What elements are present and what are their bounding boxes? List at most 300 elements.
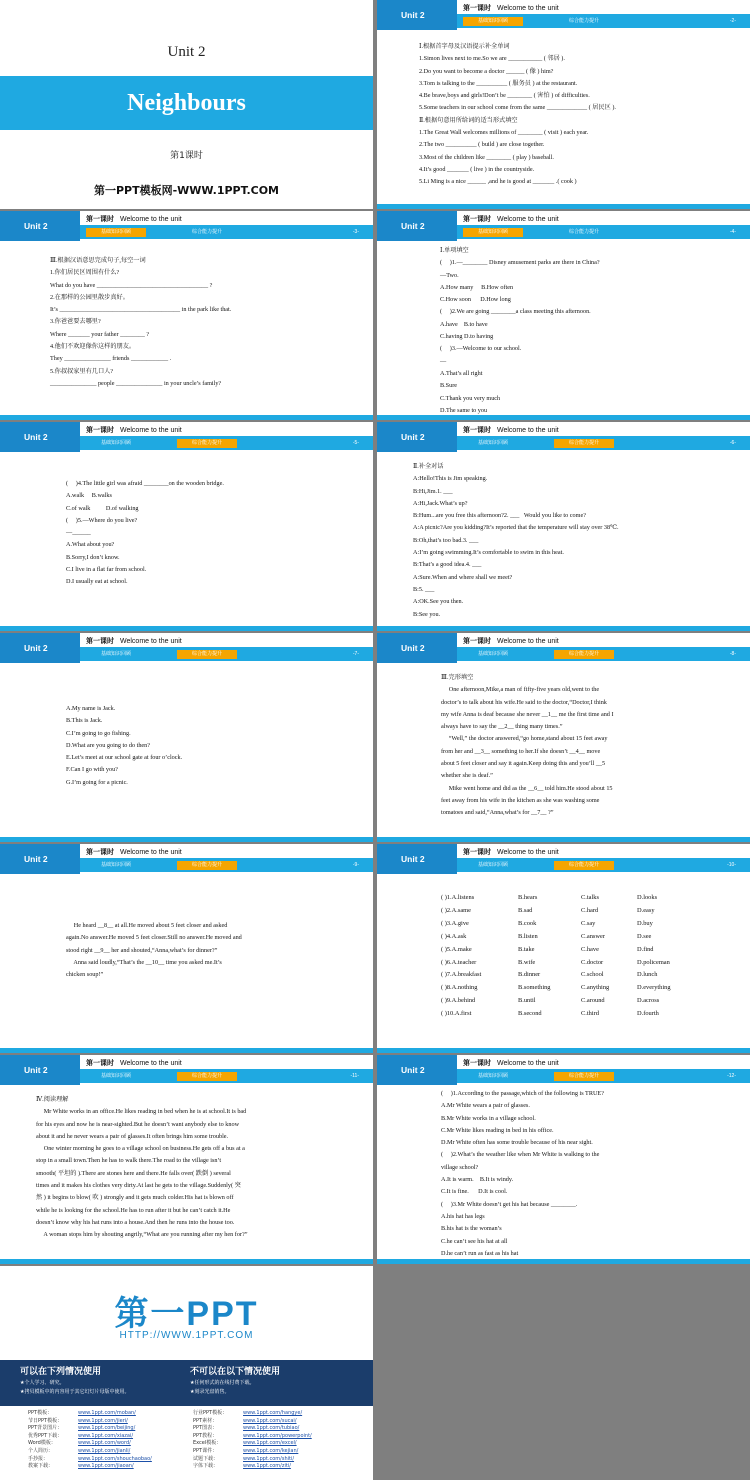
tab-basic[interactable]: 基础知识回顾 (477, 651, 508, 657)
tab-basic[interactable]: 基础知识回顾 (463, 228, 523, 237)
text-line: A.Mr White wears a pair of glasses. (441, 1102, 530, 1110)
text-line: E.Let’s meet at our school gate at four o’clock. (66, 754, 183, 762)
text-line: C.I’m going to go fishing. (66, 729, 131, 737)
text-line: _______________ people _______________ in your uncle’s family? (50, 379, 222, 387)
slide-header (0, 633, 373, 663)
lesson-num: 第一课时 (463, 427, 491, 434)
option-cell: B.second (518, 1010, 542, 1018)
links-right (193, 1410, 312, 1471)
link-label: PPT图表： (193, 1425, 218, 1432)
text-line: doesn’t know why his hat runs into a house.And then he runs into the house too. (36, 1218, 235, 1226)
text-line: 然 ) it begins to blow( 吹 ) strongly and it gets much colder.His hat is blown off (36, 1194, 234, 1202)
tab-basic[interactable]: 基础知识回顾 (100, 651, 131, 657)
option-cell: ( )7.A.breakfast (441, 971, 482, 979)
slide-header (0, 211, 373, 241)
text-line: Ⅱ.根据句意用所给词的适当形式填空 (419, 116, 518, 124)
lesson-label (463, 214, 559, 224)
link-row (28, 1440, 152, 1448)
lesson-title: Welcome to the unit (120, 1060, 182, 1067)
text-line: stood right __9__ her and shouted,“Anna,what’s for dinner?” (66, 946, 218, 954)
lesson-num: 第一课时 (86, 216, 114, 223)
text-line: Ⅳ.阅读理解 (36, 1096, 69, 1103)
lesson-label (463, 847, 559, 857)
link-url[interactable]: www.1ppt.com/powerpoint/ (243, 1432, 312, 1439)
logo-main: 第一PPT (114, 1295, 259, 1333)
tab-compre[interactable]: 综合能力提升 (177, 439, 237, 448)
links-left (28, 1410, 152, 1471)
slide-header (0, 1055, 373, 1085)
option-cell: ( )5.A.make (441, 945, 472, 953)
tab-compre[interactable]: 综合能力提升 (568, 229, 599, 235)
text-line: C.Mr White likes reading in bed in his office. (441, 1126, 554, 1134)
tab-basic[interactable]: 基础知识回顾 (86, 228, 146, 237)
option-cell: B.dinner (518, 971, 541, 979)
page-number: -6- (729, 440, 736, 446)
link-label: 行业PPT模板： (193, 1410, 228, 1416)
text-line: Ⅰ.根据首字母及汉语提示补全单词 (419, 43, 510, 50)
slide-end (0, 1266, 373, 1480)
text-line: They _______________ friends ____________ . (50, 355, 172, 363)
option-cell: ( )9.A.behind (441, 997, 476, 1005)
slide2 (377, 0, 750, 209)
link-url[interactable]: www.1ppt.com/kejian/ (243, 1447, 299, 1454)
slide-body (441, 1088, 604, 1260)
slide9 (0, 844, 373, 1053)
lesson-label (86, 425, 182, 435)
slide-footer-bar (377, 1048, 750, 1053)
page-number: -5- (352, 440, 359, 446)
option-cell: C.third (581, 1010, 599, 1018)
lesson-label (86, 636, 182, 646)
option-cell: D.lunch (637, 971, 658, 979)
text-line: 3.Most of the children like ________ ( play ) baseball. (419, 153, 554, 161)
tab-basic[interactable]: 基础知识回顾 (477, 1073, 508, 1079)
slide7 (0, 633, 373, 842)
text-line: Ⅰ.单项填空 (440, 247, 469, 254)
text-line: smooth( 平坦的 ).There are stones here and there.He falls over( 跌倒 ) several (36, 1169, 231, 1177)
option-cell: C.have (581, 945, 599, 953)
link-url[interactable]: www.1ppt.com/xiazai/ (78, 1432, 134, 1439)
option-cell: ( )3.A.give (441, 919, 469, 927)
tab-compre[interactable]: 综合能力提升 (177, 1072, 237, 1081)
slide-body (441, 672, 614, 820)
text-line: Mr White works in an office.He likes reading in bed when he is at school.It is bad (36, 1108, 247, 1116)
text-line: It’s _______________________________________ in the park like that. (50, 306, 232, 314)
page-number: -12- (727, 1073, 736, 1079)
link-label: 手抄报： (28, 1455, 49, 1462)
lesson-title: Welcome to the unit (497, 427, 559, 434)
link-label: 试题下载： (193, 1455, 219, 1462)
link-row (193, 1463, 312, 1471)
slide-footer-bar (377, 1259, 750, 1264)
slide-header (377, 422, 750, 452)
text-line: A.What about you? (66, 541, 115, 549)
text-line: A woman stops him by shouting angrily,“What are you running after my hen for?” (36, 1231, 248, 1239)
unit-label: Unit 2 (377, 0, 457, 30)
text-line: village school? (441, 1163, 479, 1171)
text-line: 1.你们居民区周围有什么? (50, 269, 120, 277)
link-row (193, 1410, 312, 1418)
slide-header (377, 633, 750, 663)
link-url[interactable]: www.1ppt.com/jieri/ (78, 1417, 128, 1424)
page-number: -8- (729, 651, 736, 657)
tab-compre[interactable]: 综合能力提升 (177, 861, 237, 870)
page-number: -10- (727, 862, 736, 868)
text-line: Where _______ your father ________ ? (50, 330, 150, 338)
tab-basic[interactable]: 基础知识回顾 (463, 17, 523, 26)
text-line: C.It is fine. D.It is cool. (441, 1188, 508, 1196)
link-label: 字体下载： (193, 1463, 219, 1470)
slide8 (377, 633, 750, 842)
text-line: —Two. (440, 271, 459, 279)
link-url[interactable]: www.1ppt.com/shiti/ (243, 1455, 295, 1462)
text-line: 2.The two __________ ( build ) are close together. (419, 141, 545, 149)
lesson-num: 第一课时 (463, 638, 491, 645)
text-line: “Well,” the doctor answered,“go home,stand about 15 feet away (441, 735, 608, 743)
tab-compre[interactable]: 综合能力提升 (568, 18, 599, 24)
lesson-num: 第一课时 (86, 1060, 114, 1067)
text-line: about it and he never wears a pair of glasses.It often brings him some trouble. (36, 1132, 229, 1140)
option-cell: B.cook (518, 919, 537, 927)
link-url[interactable]: www.1ppt.com/word/ (78, 1440, 131, 1447)
tab-compre[interactable]: 综合能力提升 (554, 439, 614, 448)
option-cell: D.find (637, 945, 654, 953)
slide-body (50, 255, 231, 390)
slide-header (377, 1055, 750, 1085)
slide5 (0, 422, 373, 631)
text-line: D.he can’t run as fast as his hat (441, 1249, 519, 1257)
unit-label: Unit 2 (0, 844, 80, 874)
cannot-title: 不可以在以下情况使用 (190, 1367, 281, 1377)
link-url[interactable]: www.1ppt.com/tubiao/ (243, 1425, 300, 1432)
text-line: F.Can I go with you? (66, 766, 118, 774)
option-cell: ( )6.A.teacher (441, 958, 477, 966)
slide-header (0, 844, 373, 874)
text-line: G.I’m going for a picnic. (66, 778, 128, 786)
option-cell: ( )1.A.listens (441, 894, 475, 901)
lesson-label (463, 636, 559, 646)
lesson-title: Welcome to the unit (497, 638, 559, 645)
text-line: 5.Some teachers in our school come from the same _____________ ( 居民区 ). (419, 104, 616, 112)
text-line: 3.你爸爸要去哪里? (50, 318, 101, 326)
text-line: ( )2.What’s the weather like when Mr White is walking to the (441, 1151, 600, 1159)
text-line: about 5 feet closer and say it again.Keep doing this and you’ll __5 (441, 760, 606, 768)
text-line: B:See you. (413, 610, 441, 618)
lesson-title: Welcome to the unit (120, 638, 182, 645)
option-cell: ( )2.A.same (441, 906, 471, 914)
text-line: D.What are you going to do then? (66, 741, 151, 749)
text-line: Mike went home and did as the __6__ told him.He stood about 15 (441, 784, 613, 792)
text-line: tomatoes and said,“Anna,what’s for __7__ ?” (441, 809, 554, 817)
slide11 (0, 1055, 373, 1264)
text-line: stop in a small town.Then he has to walk there.The road to the village isn’t (36, 1157, 222, 1165)
tab-compre[interactable]: 综合能力提升 (554, 650, 614, 659)
text-line: 4.Be brave,boys and girls!Don’t be ________ ( 害怕 ) of difficulties. (419, 92, 590, 100)
text-line: C.I live in a flat far from school. (66, 566, 147, 574)
text-line: A.have B.to have (440, 320, 488, 328)
text-line: ( )5.—Where do you live? (66, 516, 138, 524)
option-cell: D.policeman (637, 958, 670, 966)
option-cell: B.sad (518, 906, 533, 914)
text-line: B.Sure (440, 382, 458, 390)
link-url[interactable]: www.1ppt.com/shouchaobao/ (78, 1455, 152, 1462)
option-cell: C.talks (581, 894, 599, 901)
text-line: A.How many B.How often (440, 283, 514, 291)
slide-body (36, 1094, 247, 1242)
option-cell: D.buy (637, 919, 653, 927)
option-cell: C.school (581, 971, 604, 979)
text-line: 4.It’s good _______ ( live ) in the countryside. (419, 165, 535, 173)
option-cell: D.easy (637, 906, 655, 914)
unit-label: Unit 2 (377, 211, 457, 241)
slide-footer-bar (0, 1048, 373, 1053)
text-line: ( )1.According to the passage,which of the following is TRUE? (441, 1090, 604, 1097)
slide-header (377, 844, 750, 874)
text-line: — (440, 357, 447, 365)
tab-basic[interactable]: 基础知识回顾 (477, 440, 508, 446)
option-cell: D.across (637, 997, 660, 1005)
text-line: —______ (66, 529, 91, 537)
text-line: A:A picnic?Are you kidding?It’s reported that the temperature will stay over 38℃. (413, 524, 619, 532)
text-line: He heard __8__ at all.He moved about 5 feet closer and asked (66, 922, 228, 929)
option-cell: B.listen (518, 932, 538, 940)
slide-footer-bar (377, 204, 750, 209)
link-url[interactable]: www.1ppt.com/beijing/ (78, 1425, 136, 1432)
lesson-num: 第一课时 (86, 638, 114, 645)
text-line: again.No answer.He moved 5 feet closer.Still no answer.He moved and (66, 934, 242, 942)
text-line: ( )3.Mr White doesn’t get his hat because ________. (441, 1200, 578, 1208)
can-title: 可以在下列情况使用 (20, 1367, 102, 1377)
option-cell: ( )8.A.nothing (441, 984, 478, 992)
lesson-num: 第一课时 (463, 5, 491, 12)
text-line: 1.Simon lives next to me.So we are ___________ ( 邻居 ). (419, 55, 565, 63)
text-line: B.Sorry,I don’t know. (66, 553, 120, 561)
link-row (193, 1448, 312, 1456)
unit-label: Unit 2 (377, 422, 457, 452)
tab-compre[interactable]: 综合能力提升 (177, 650, 237, 659)
text-line: 4.他们不欢迎像你这样的朋友。 (50, 343, 136, 351)
link-label: 教案下载： (28, 1463, 54, 1470)
slide-footer-bar (0, 626, 373, 631)
lesson-title: Welcome to the unit (120, 216, 182, 223)
slide-footer-bar (377, 626, 750, 631)
option-cell: D.looks (637, 894, 658, 901)
option-cell: D.everything (637, 984, 671, 992)
text-line: doctor’s to talk about his wife.He said to the doctor,“Doctor,I think (441, 698, 607, 706)
page-number: -2- (729, 18, 736, 24)
link-label: 个人简历： (28, 1447, 54, 1454)
unit-label: Unit 2 (0, 422, 80, 452)
link-row (193, 1440, 312, 1448)
text-line: Ⅲ.根据汉语意思完成句子,每空一词 (50, 257, 146, 264)
text-line: while he is looking for the school.He has to run after it but he can’t catch it.He (36, 1206, 231, 1214)
text-line: whether she is deaf.” (441, 772, 493, 780)
blank-panel (377, 1266, 750, 1480)
slide-body (66, 478, 224, 589)
link-url[interactable]: www.1ppt.com/ziti/ (243, 1463, 291, 1470)
text-line: One winter morning he goes to a village school on business.He gets off a bus at a (36, 1145, 245, 1153)
cannot-item-1: ★任何形式的在线付费下载。 (190, 1380, 255, 1386)
link-row (28, 1425, 152, 1433)
link-label: PPT课件： (193, 1447, 218, 1454)
unit-label: Unit 2 (0, 1055, 80, 1085)
text-line: 1.The Great Wall welcomes millions of ________ ( visit ) each year. (419, 129, 589, 137)
link-url[interactable]: www.1ppt.com/jiaoan/ (78, 1463, 134, 1470)
lesson-num: 第一课时 (463, 216, 491, 223)
unit-label: Unit 2 (377, 633, 457, 663)
link-url[interactable]: www.1ppt.com/hangye/ (243, 1410, 303, 1416)
text-line: B:Hi,Jim.1. ___ (413, 487, 453, 495)
tab-basic[interactable]: 基础知识回顾 (100, 440, 131, 446)
text-line: Ⅲ.完形填空 (441, 674, 474, 681)
text-line: A.walk B.walks (66, 492, 112, 500)
text-line: 2.Do you want to become a doctor ______ ( 像 ) him? (419, 67, 554, 75)
text-line: for his eyes and now he is near-sighted.But he doesn’t want anybody else to know (36, 1120, 240, 1128)
lesson-label (86, 1058, 182, 1068)
link-url[interactable]: www.1ppt.com/sucai/ (243, 1417, 297, 1424)
can-item-2: ★拷贝模板中的内容用于其它幻灯片母版中使用。 (20, 1389, 130, 1395)
slide-footer-bar (0, 1259, 373, 1264)
text-line: A.My name is Jack. (66, 705, 116, 712)
slide-header (0, 422, 373, 452)
lesson-label (86, 214, 182, 224)
lesson-num: 第一课时 (86, 427, 114, 434)
link-url[interactable]: www.1ppt.com/excel/ (243, 1440, 297, 1447)
text-line: Anna said loudly,“That’s the __10__ time you asked me.It’s (66, 958, 222, 966)
text-line: A:Sure.When and where shall we meet? (413, 573, 513, 581)
page-number: -9- (352, 862, 359, 868)
lesson-title: Welcome to the unit (497, 216, 559, 223)
page-number: -11- (350, 1073, 359, 1079)
cover-title: Neighbours (127, 90, 246, 116)
text-line: A.his hat has legs (441, 1212, 485, 1220)
slide-footer-bar (0, 837, 373, 842)
text-line: A.That’s all right (440, 369, 483, 377)
text-line: B:Hum...are you free this afternoon?2. ___ Would you like to come? (413, 512, 586, 520)
link-row (28, 1463, 152, 1471)
link-label: Excel模板： (193, 1440, 222, 1447)
tab-compre[interactable]: 综合能力提升 (191, 229, 222, 235)
text-line: B:Oh,that’s too bad.3. ___ (413, 536, 479, 544)
option-cell: C.answer (581, 932, 605, 940)
slide-body (66, 920, 242, 981)
option-cell: C.around (581, 997, 605, 1005)
lesson-title: Welcome to the unit (497, 849, 559, 856)
tab-compre[interactable]: 综合能力提升 (554, 1072, 614, 1081)
text-line: One afternoon,Mike,a man of fifty-five years old,went to the (441, 686, 600, 694)
text-line: from her and __3__ something to her.If she doesn’t __4__ move (441, 747, 601, 755)
slide-footer-bar (0, 415, 373, 420)
lesson-num: 第一课时 (463, 1060, 491, 1067)
text-line: B.Mr White works in a village school. (441, 1114, 536, 1122)
text-line: ( )3.—Welcome to our school. (440, 345, 522, 353)
lesson-title: Welcome to the unit (120, 849, 182, 856)
text-line: 5.Li Ming is a nice ______ ,and he is good at _______ .( cook ) (419, 178, 577, 186)
link-row (193, 1425, 312, 1433)
slide3 (0, 211, 373, 420)
slide-header (377, 0, 750, 30)
slide10 (377, 844, 750, 1053)
unit-label: Unit 2 (0, 633, 80, 663)
tab-basic[interactable]: 基础知识回顾 (100, 862, 131, 868)
text-line: A:I’m going swimming.It’s comfortable to swim in this heat. (413, 549, 564, 557)
slide-body (419, 41, 616, 189)
text-line: D.Mr White often has some trouble because of his near sight. (441, 1139, 593, 1147)
option-cell: D.see (637, 932, 652, 940)
slide-footer-bar (377, 415, 750, 420)
text-line: ( )1.—________ Disney amusement parks are there in China? (440, 259, 600, 267)
link-url[interactable]: www.1ppt.com/jianli/ (78, 1447, 131, 1454)
text-line: always have to say the __2__ thing many times.” (441, 723, 563, 731)
tab-compre[interactable]: 综合能力提升 (554, 861, 614, 870)
unit-label: Unit 2 (0, 211, 80, 241)
text-line: 5.你叔叔家里有几口人? (50, 367, 114, 375)
slide4 (377, 211, 750, 420)
slide-header (377, 211, 750, 241)
lesson-title: Welcome to the unit (120, 427, 182, 434)
option-cell: ( )10.A.first (441, 1010, 472, 1018)
option-cell: D.fourth (637, 1010, 659, 1018)
option-cell: B.take (518, 945, 535, 953)
text-line: ( )2.We are going ________a class meeting this afternoon. (440, 308, 591, 316)
option-cell: C.hard (581, 906, 599, 914)
link-label: 优秀PPT下载： (28, 1432, 63, 1439)
text-line: D.The same to you (440, 406, 488, 414)
option-cell: B.until (518, 997, 536, 1005)
text-line: C.having D.to having (440, 333, 494, 341)
option-cell: C.doctor (581, 958, 604, 966)
text-line: 3.Tom is talking to the __________ ( 服务员 ) at the restaurant. (419, 79, 578, 87)
link-label: PPT背景图片： (28, 1425, 63, 1432)
cannot-item-2: ★刻录光盘销售。 (190, 1389, 230, 1395)
text-line: A.It is warm. B.It is windy. (441, 1176, 514, 1184)
text-line: C.Thank you very much (440, 394, 501, 402)
slide6 (377, 422, 750, 631)
option-cell: ( )4.A.ask (441, 932, 467, 940)
text-line: my wife Anna is deaf because she never __1__ me the first time and I (441, 710, 614, 718)
text-line: D.I usually eat at school. (66, 578, 128, 586)
text-line: C.he can’t see his hat at all (441, 1237, 508, 1245)
page-number: -3- (352, 229, 359, 235)
page-number: -7- (352, 651, 359, 657)
text-line: A:OK.See you then. (413, 598, 464, 606)
link-label: PPT素材： (193, 1417, 218, 1424)
text-line: B.his hat is the woman’s (441, 1225, 502, 1233)
link-label: Word模板： (28, 1440, 56, 1447)
text-line: C.of walk D.of walking (66, 504, 139, 512)
lesson-label (86, 847, 182, 857)
tab-basic[interactable]: 基础知识回顾 (477, 862, 508, 868)
slide-body (66, 703, 182, 789)
lesson-label (463, 3, 559, 13)
lesson-label (463, 1058, 559, 1068)
unit-label: Unit 2 (377, 1055, 457, 1085)
link-row (28, 1448, 152, 1456)
usage-band (0, 1360, 373, 1406)
link-label: PPT模板： (28, 1410, 53, 1416)
lesson-num: 第一课时 (86, 849, 114, 856)
text-line: times and it makes his clothes very dirty.At last he gets to the village.Suddenly( 突 (36, 1182, 241, 1190)
tab-basic[interactable]: 基础知识回顾 (100, 1073, 131, 1079)
link-url[interactable]: www.1ppt.com/moban/ (78, 1410, 136, 1416)
can-item-1: ★个人学习、研究。 (20, 1380, 65, 1386)
text-line: Ⅱ.补全对话 (413, 463, 444, 470)
option-cell: B.hears (518, 894, 538, 901)
page-number: -4- (729, 229, 736, 235)
lesson-title: Welcome to the unit (497, 1060, 559, 1067)
text-line: B.This is Jack. (66, 717, 103, 725)
slide-body (440, 245, 600, 417)
